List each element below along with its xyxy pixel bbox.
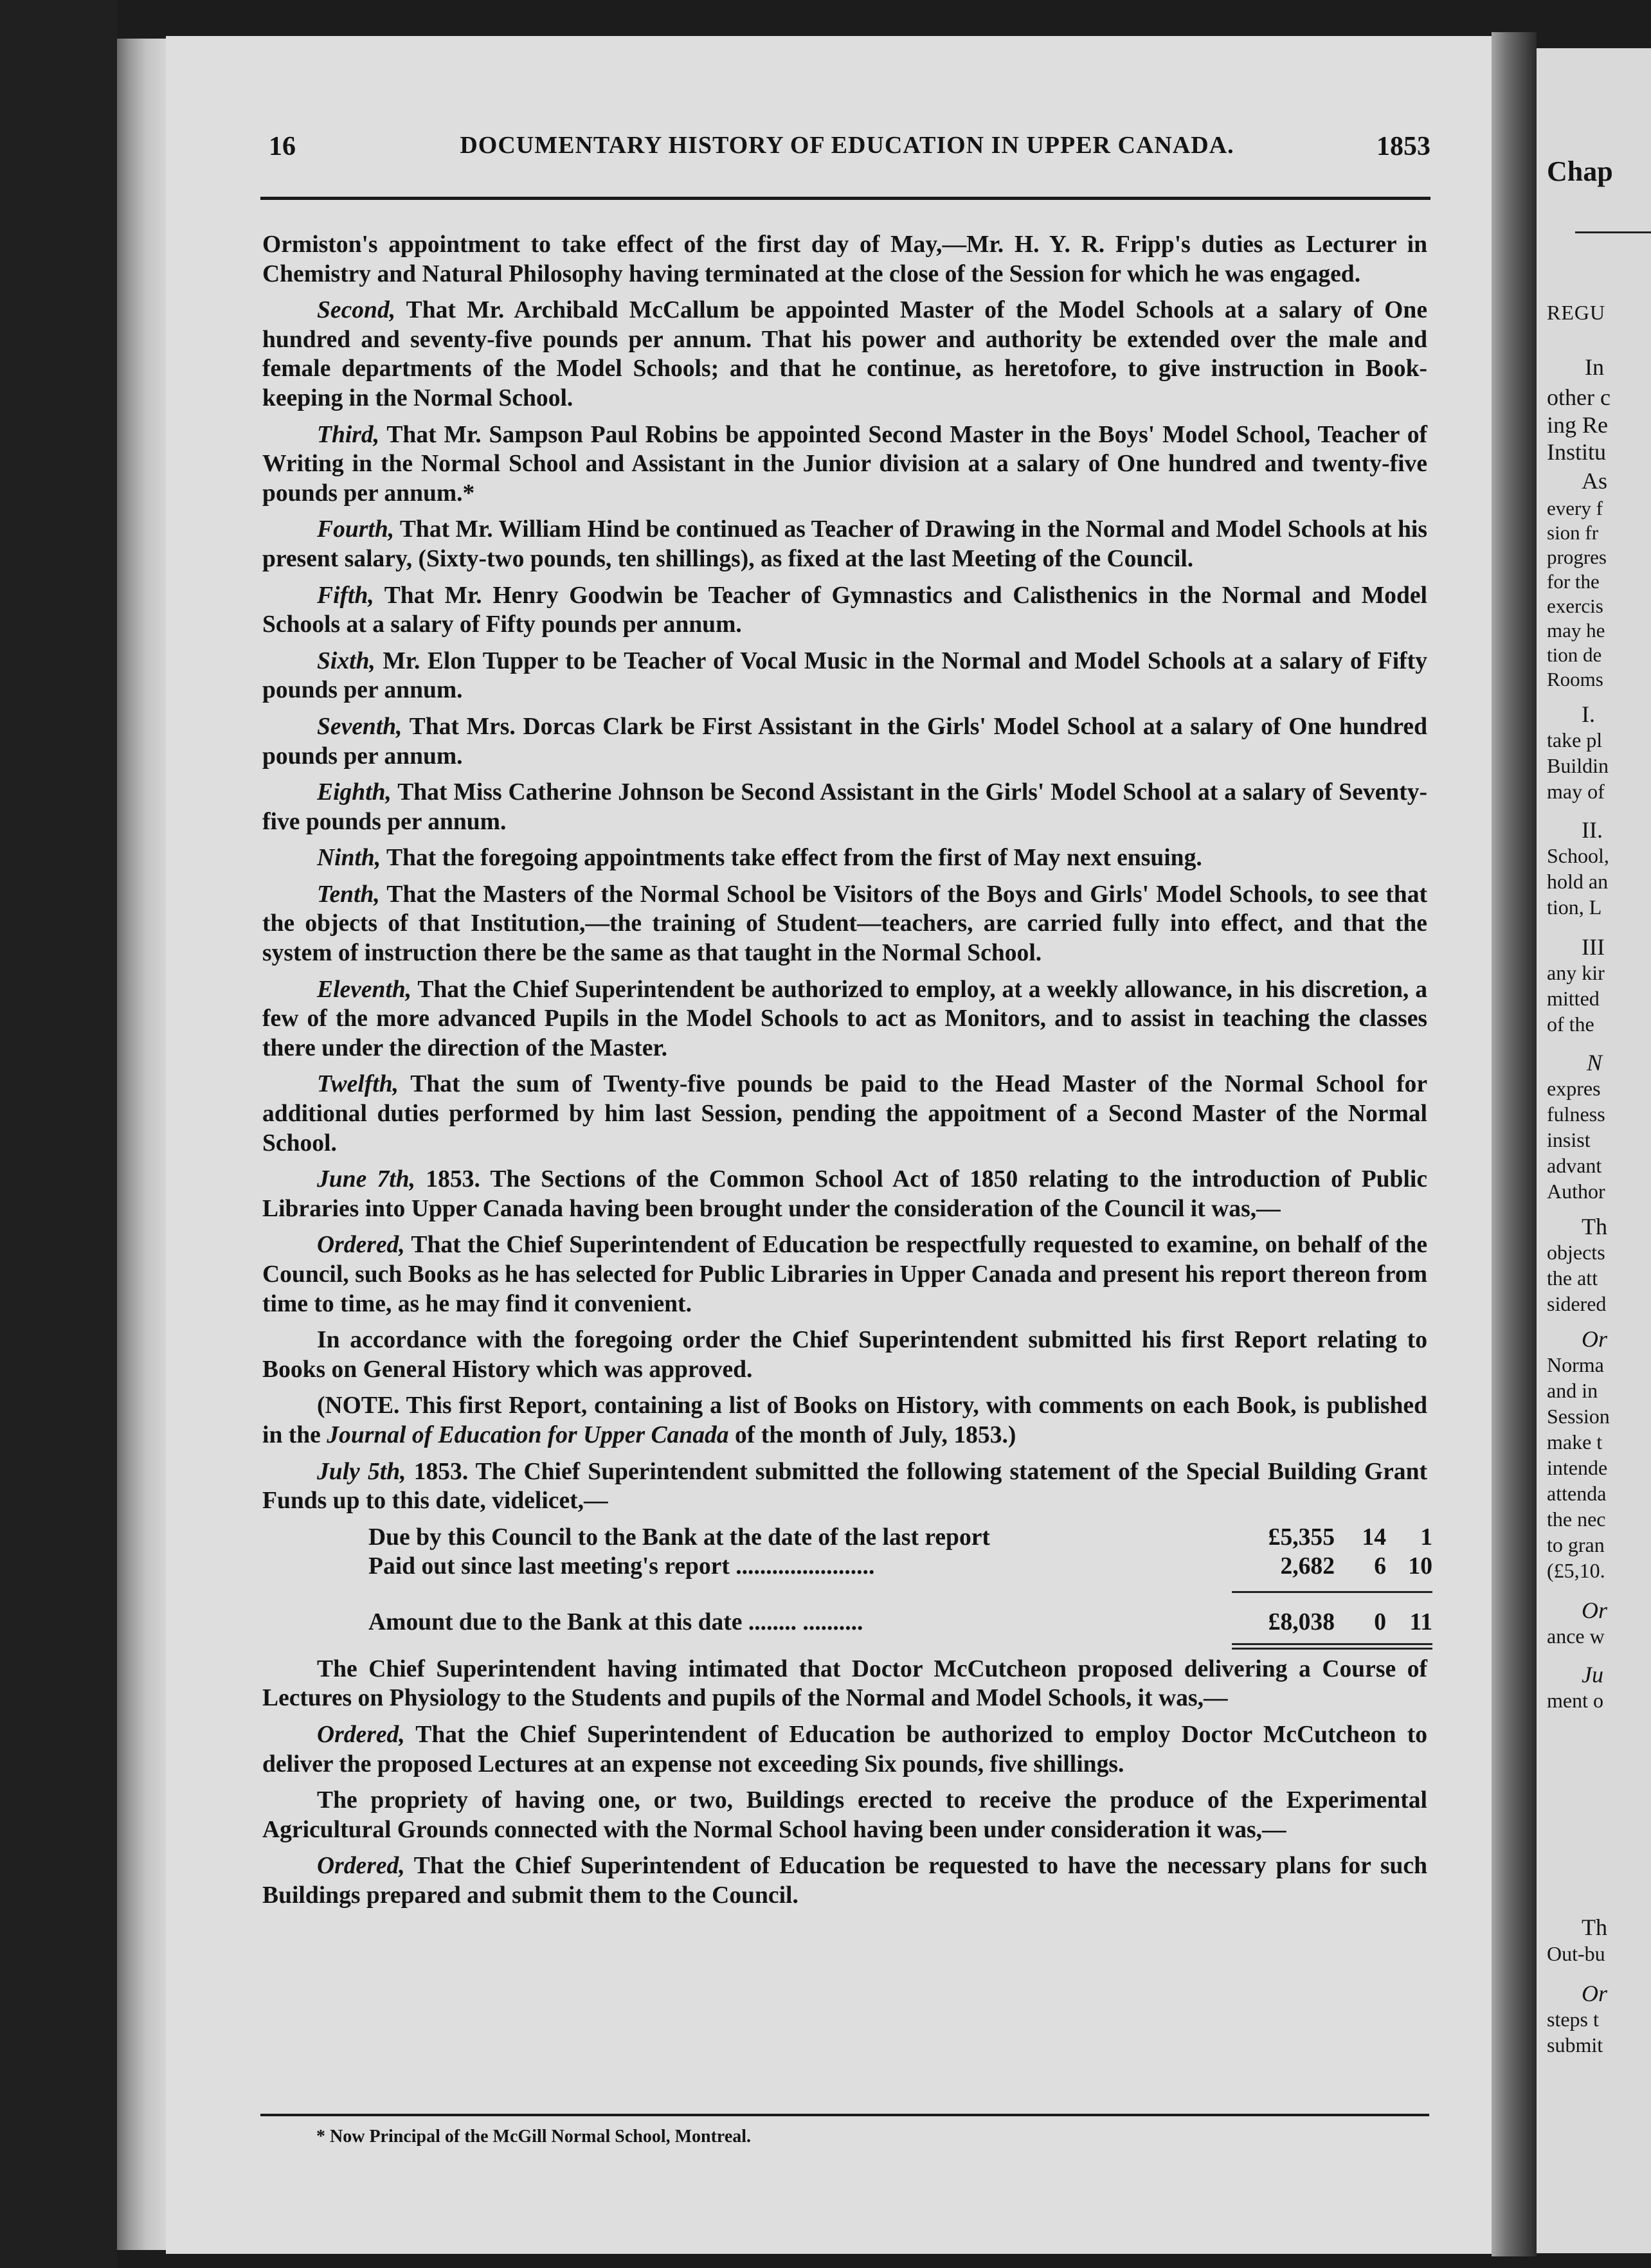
statement-row	[368, 1552, 1432, 1581]
np-line: School,	[1547, 844, 1609, 867]
np-line: expres	[1547, 1077, 1601, 1100]
book-binding-edge	[117, 39, 167, 2250]
paragraph-lead: Ordered,	[317, 1853, 405, 1880]
page-number: 16	[269, 132, 296, 161]
np-line: Or	[1582, 1598, 1608, 1623]
statement-pence: 11	[1409, 1608, 1432, 1635]
np-line: ance w	[1547, 1625, 1605, 1648]
statement-shillings: 14	[1362, 1524, 1386, 1551]
np-line: submit	[1547, 2033, 1603, 2056]
np-rule	[1575, 231, 1651, 233]
paragraph: Ordered, That the Chief Superintendent of Education be authorized to employ Doctor McCutcheon to deliver the proposed Lectures at an expense not exceeding Six pounds, five shillings.	[262, 1721, 1427, 1778]
statement-total-row	[368, 1591, 1432, 1637]
np-line: tion, L	[1547, 896, 1602, 919]
np-line: As	[1582, 468, 1608, 494]
paragraph: Eighth, That Miss Catherine Johnson be Second Assistant in the Girls' Model School at a salary of Seventy-five pounds per annum.	[262, 779, 1428, 835]
paragraph-lead: Ninth,	[317, 845, 381, 872]
np-line: Or	[1582, 1981, 1608, 2006]
paragraph: In accordance with the foregoing order the Chief Superintendent submitted his first Report relating to Books on General History which was approved.	[262, 1327, 1427, 1383]
page-gutter	[1492, 32, 1537, 2256]
paragraph-lead: Eleventh,	[317, 976, 412, 1003]
paragraph-lead: Eighth,	[317, 779, 392, 806]
np-line: the att	[1547, 1266, 1598, 1290]
paragraph: June 7th, 1853. The Sections of the Common School Act of 1850 relating to the introduction of Public Libraries into Upper Canada having been brought under the consideration of the Council it was,—	[262, 1166, 1428, 1222]
total-double-rule	[1232, 1643, 1432, 1650]
scanner-background	[0, 0, 117, 2268]
np-line: sion fr	[1547, 521, 1599, 544]
np-line: attenda	[1547, 1482, 1607, 1505]
running-title: DOCUMENTARY HISTORY OF EDUCATION IN UPPER CANADA.	[460, 132, 1234, 159]
np-line: N	[1587, 1050, 1603, 1076]
np-line: to gran	[1547, 1533, 1605, 1556]
paragraph: Sixth, Mr. Elon Tupper to be Teacher of Vocal Music in the Normal and Model Schools at a salary of Fifty pounds per annum.	[262, 647, 1427, 704]
facing-page-fragment	[1537, 48, 1651, 2253]
paragraph-lead: Twelfth,	[317, 1071, 399, 1098]
np-line: ment o	[1547, 1689, 1603, 1712]
np-line: Buildin	[1547, 754, 1609, 777]
paragraph: Ordered, That the Chief Superintendent of Education be respectfully requested to examine, on behalf of the Council, such Books as he has selected for Public Libraries in Upper Canada and present his report thereon from time to time, as he may find it convenient.	[262, 1232, 1427, 1317]
np-line: make t	[1547, 1430, 1603, 1454]
np-line: take pl	[1547, 728, 1603, 752]
note-label: (NOTE.	[317, 1392, 400, 1419]
statement-row	[368, 1523, 1432, 1552]
paragraph: Tenth, That the Masters of the Normal School be Visitors of the Boys and Girls' Model Schools, to see that the objects of that Institution,—the training of Student—teachers, are carried fully into effect, and that the system of instruction there be the same as that taught in the Normal School.	[262, 881, 1427, 967]
np-line: intende	[1547, 1456, 1608, 1479]
paragraph: Third, That Mr. Sampson Paul Robins be appointed Second Master in the Boys' Model School, Teacher of Writing in the Normal School and Assistant in the Junior division at a salary of One hundred and twenty-five pounds per annum.*	[262, 421, 1427, 507]
np-line: for the	[1547, 570, 1600, 593]
np-line: exercis	[1547, 595, 1603, 617]
paragraph: Fourth, That Mr. William Hind be continued as Teacher of Drawing in the Normal and Model Schools at his present salary, (Sixty-two pounds, ten shillings), as fixed at the last Meeting of the Council.	[262, 516, 1427, 572]
np-line: Norma	[1547, 1353, 1604, 1376]
paragraph-lead: July 5th,	[317, 1458, 406, 1485]
paragraph-lead: Second,	[317, 297, 396, 324]
np-line: Rooms	[1547, 668, 1603, 690]
np-line: In	[1585, 354, 1604, 380]
np-line: other c	[1547, 384, 1610, 410]
np-line: advant	[1547, 1154, 1602, 1177]
paragraph-lead: Seventh,	[317, 713, 402, 740]
np-line: sidered	[1547, 1292, 1607, 1315]
paragraph: Twelfth, That the sum of Twenty-five pounds be paid to the Head Master of the Normal School for additional duties performed by him last Session, pending the appoitment of a Second Master of the Normal School.	[262, 1071, 1427, 1156]
paragraph-lead: Third,	[317, 421, 380, 448]
paragraph: Fifth, That Mr. Henry Goodwin be Teacher of Gymnastics and Calisthenics in the Normal and Model Schools at a salary of Fifty pounds per annum.	[262, 582, 1427, 638]
statement-pounds: 2,682	[1280, 1553, 1335, 1580]
journal-title: Journal of Education for Upper Canada	[327, 1421, 729, 1448]
np-line: any kir	[1547, 961, 1605, 984]
np-line: progres	[1547, 546, 1607, 568]
np-line: steps t	[1547, 2008, 1599, 2031]
paragraph: Eleventh, That the Chief Superintendent be authorized to employ, at a weekly allowance, in his discretion, a few of the more advanced Pupils in the Model Schools to act as Monitors, and to assist in teaching the classes there under the direction of the Master.	[262, 976, 1428, 1061]
np-line: Or	[1582, 1326, 1608, 1352]
paragraph-lead: Tenth,	[317, 881, 380, 908]
paragraph: July 5th, 1853. The Chief Superintendent submitted the following statement of the Special Building Grant Funds up to this date, videlicet,—	[262, 1458, 1427, 1515]
running-head	[264, 131, 1430, 170]
paragraph: (NOTE. This first Report, containing a list of Books on History, with comments on each Book, is published in the Journal of Education for Upper Canada of the month of July, 1853.)	[262, 1392, 1427, 1448]
paragraph: Seventh, That Mrs. Dorcas Clark be First Assistant in the Girls' Model School at a salary of One hundred pounds per annum.	[262, 713, 1427, 770]
np-line: every f	[1547, 497, 1603, 519]
paragraph: Second, That Mr. Archibald McCallum be appointed Master of the Model Schools at a salary of One hundred and seventy-five pounds per annum. That his power and authority be extended over the male and female departments of the Model Schools; and that he continue, as heretofore, to give instruction in Book-keeping in the Normal School.	[262, 297, 1427, 411]
np-line: insist	[1547, 1128, 1591, 1151]
total-rule	[1232, 1591, 1432, 1593]
np-line: may of	[1547, 780, 1605, 803]
paragraph-lead: June 7th,	[317, 1166, 416, 1193]
footnote-rule	[260, 2114, 1429, 2116]
np-line: Author	[1547, 1180, 1605, 1203]
statement-desc: Amount due to the Bank at this date ........ ..........	[368, 1608, 863, 1635]
statement-pounds: £8,038	[1268, 1608, 1335, 1635]
statement-shillings: 6	[1374, 1553, 1386, 1580]
np-line: Ju	[1582, 1662, 1603, 1688]
np-line: III	[1582, 934, 1605, 960]
statement-shillings: 0	[1374, 1608, 1386, 1635]
statement-pounds: £5,355	[1268, 1524, 1335, 1551]
footnote: * Now Principal of the McGill Normal School, Montreal.	[316, 2127, 752, 2146]
np-line: Out-bu	[1547, 1942, 1605, 1965]
np-line: of the	[1547, 1013, 1594, 1036]
body-text	[262, 230, 1432, 1918]
paragraph-lead: Ordered,	[317, 1721, 405, 1748]
np-line: mitted	[1547, 987, 1600, 1010]
np-line: hold an	[1547, 870, 1609, 893]
paragraph-lead: Fourth,	[317, 516, 395, 543]
np-line: Th	[1582, 1214, 1607, 1239]
np-line: Th	[1582, 1914, 1607, 1940]
np-line: REGU	[1547, 301, 1606, 324]
np-line: may he	[1547, 619, 1605, 642]
np-line: ing Re	[1547, 412, 1608, 438]
statement-pence: 1	[1420, 1524, 1432, 1551]
np-line: objects	[1547, 1241, 1605, 1264]
np-line: fulness	[1547, 1102, 1605, 1126]
paragraph-lead: Fifth,	[317, 582, 374, 609]
np-line: II.	[1582, 817, 1603, 843]
statement-pence: 10	[1408, 1553, 1432, 1580]
np-line: tion de	[1547, 644, 1602, 666]
paragraph-lead: Ordered,	[317, 1232, 405, 1259]
np-line: Institu	[1547, 439, 1607, 465]
paragraph: Ordered, That the Chief Superintendent of Education be requested to have the necessary plans for such Buildings prepared and submit them to the Council.	[262, 1853, 1428, 1909]
np-line: (£5,10.	[1547, 1559, 1605, 1582]
np-line: and in	[1547, 1379, 1598, 1402]
statement-desc: Due by this Council to the Bank at the date of the last report	[368, 1524, 990, 1551]
running-year: 1853	[1376, 132, 1430, 161]
paragraph: Ormiston's appointment to take effect of the first day of May,—Mr. H. Y. R. Fripp's duties as Lecturer in Chemistry and Natural Philosophy having terminated at the close of the Session for which he was engaged.	[262, 231, 1427, 287]
statement-desc: Paid out since last meeting's report .......................	[368, 1553, 875, 1580]
np-line: the nec	[1547, 1508, 1606, 1531]
paragraph-lead: Sixth,	[317, 647, 375, 674]
funds-statement	[368, 1523, 1432, 1637]
np-line: Chap	[1547, 156, 1613, 187]
np-line: Session	[1547, 1405, 1610, 1428]
paragraph: Ninth, That the foregoing appointments take effect from the first of May next ensuing.	[317, 845, 1202, 872]
paragraph: The propriety of having one, or two, Buildings erected to receive the produce of the Experimental Agricultural Grounds connected with the Normal School having been under consideration it was,—	[262, 1787, 1427, 1843]
paragraph: The Chief Superintendent having intimated that Doctor McCutcheon proposed delivering a Course of Lectures on Physiology to the Students and pupils of the Normal and Model Schools, it was,—	[262, 1655, 1427, 1712]
header-rule	[260, 197, 1430, 200]
np-line: I.	[1582, 701, 1595, 727]
